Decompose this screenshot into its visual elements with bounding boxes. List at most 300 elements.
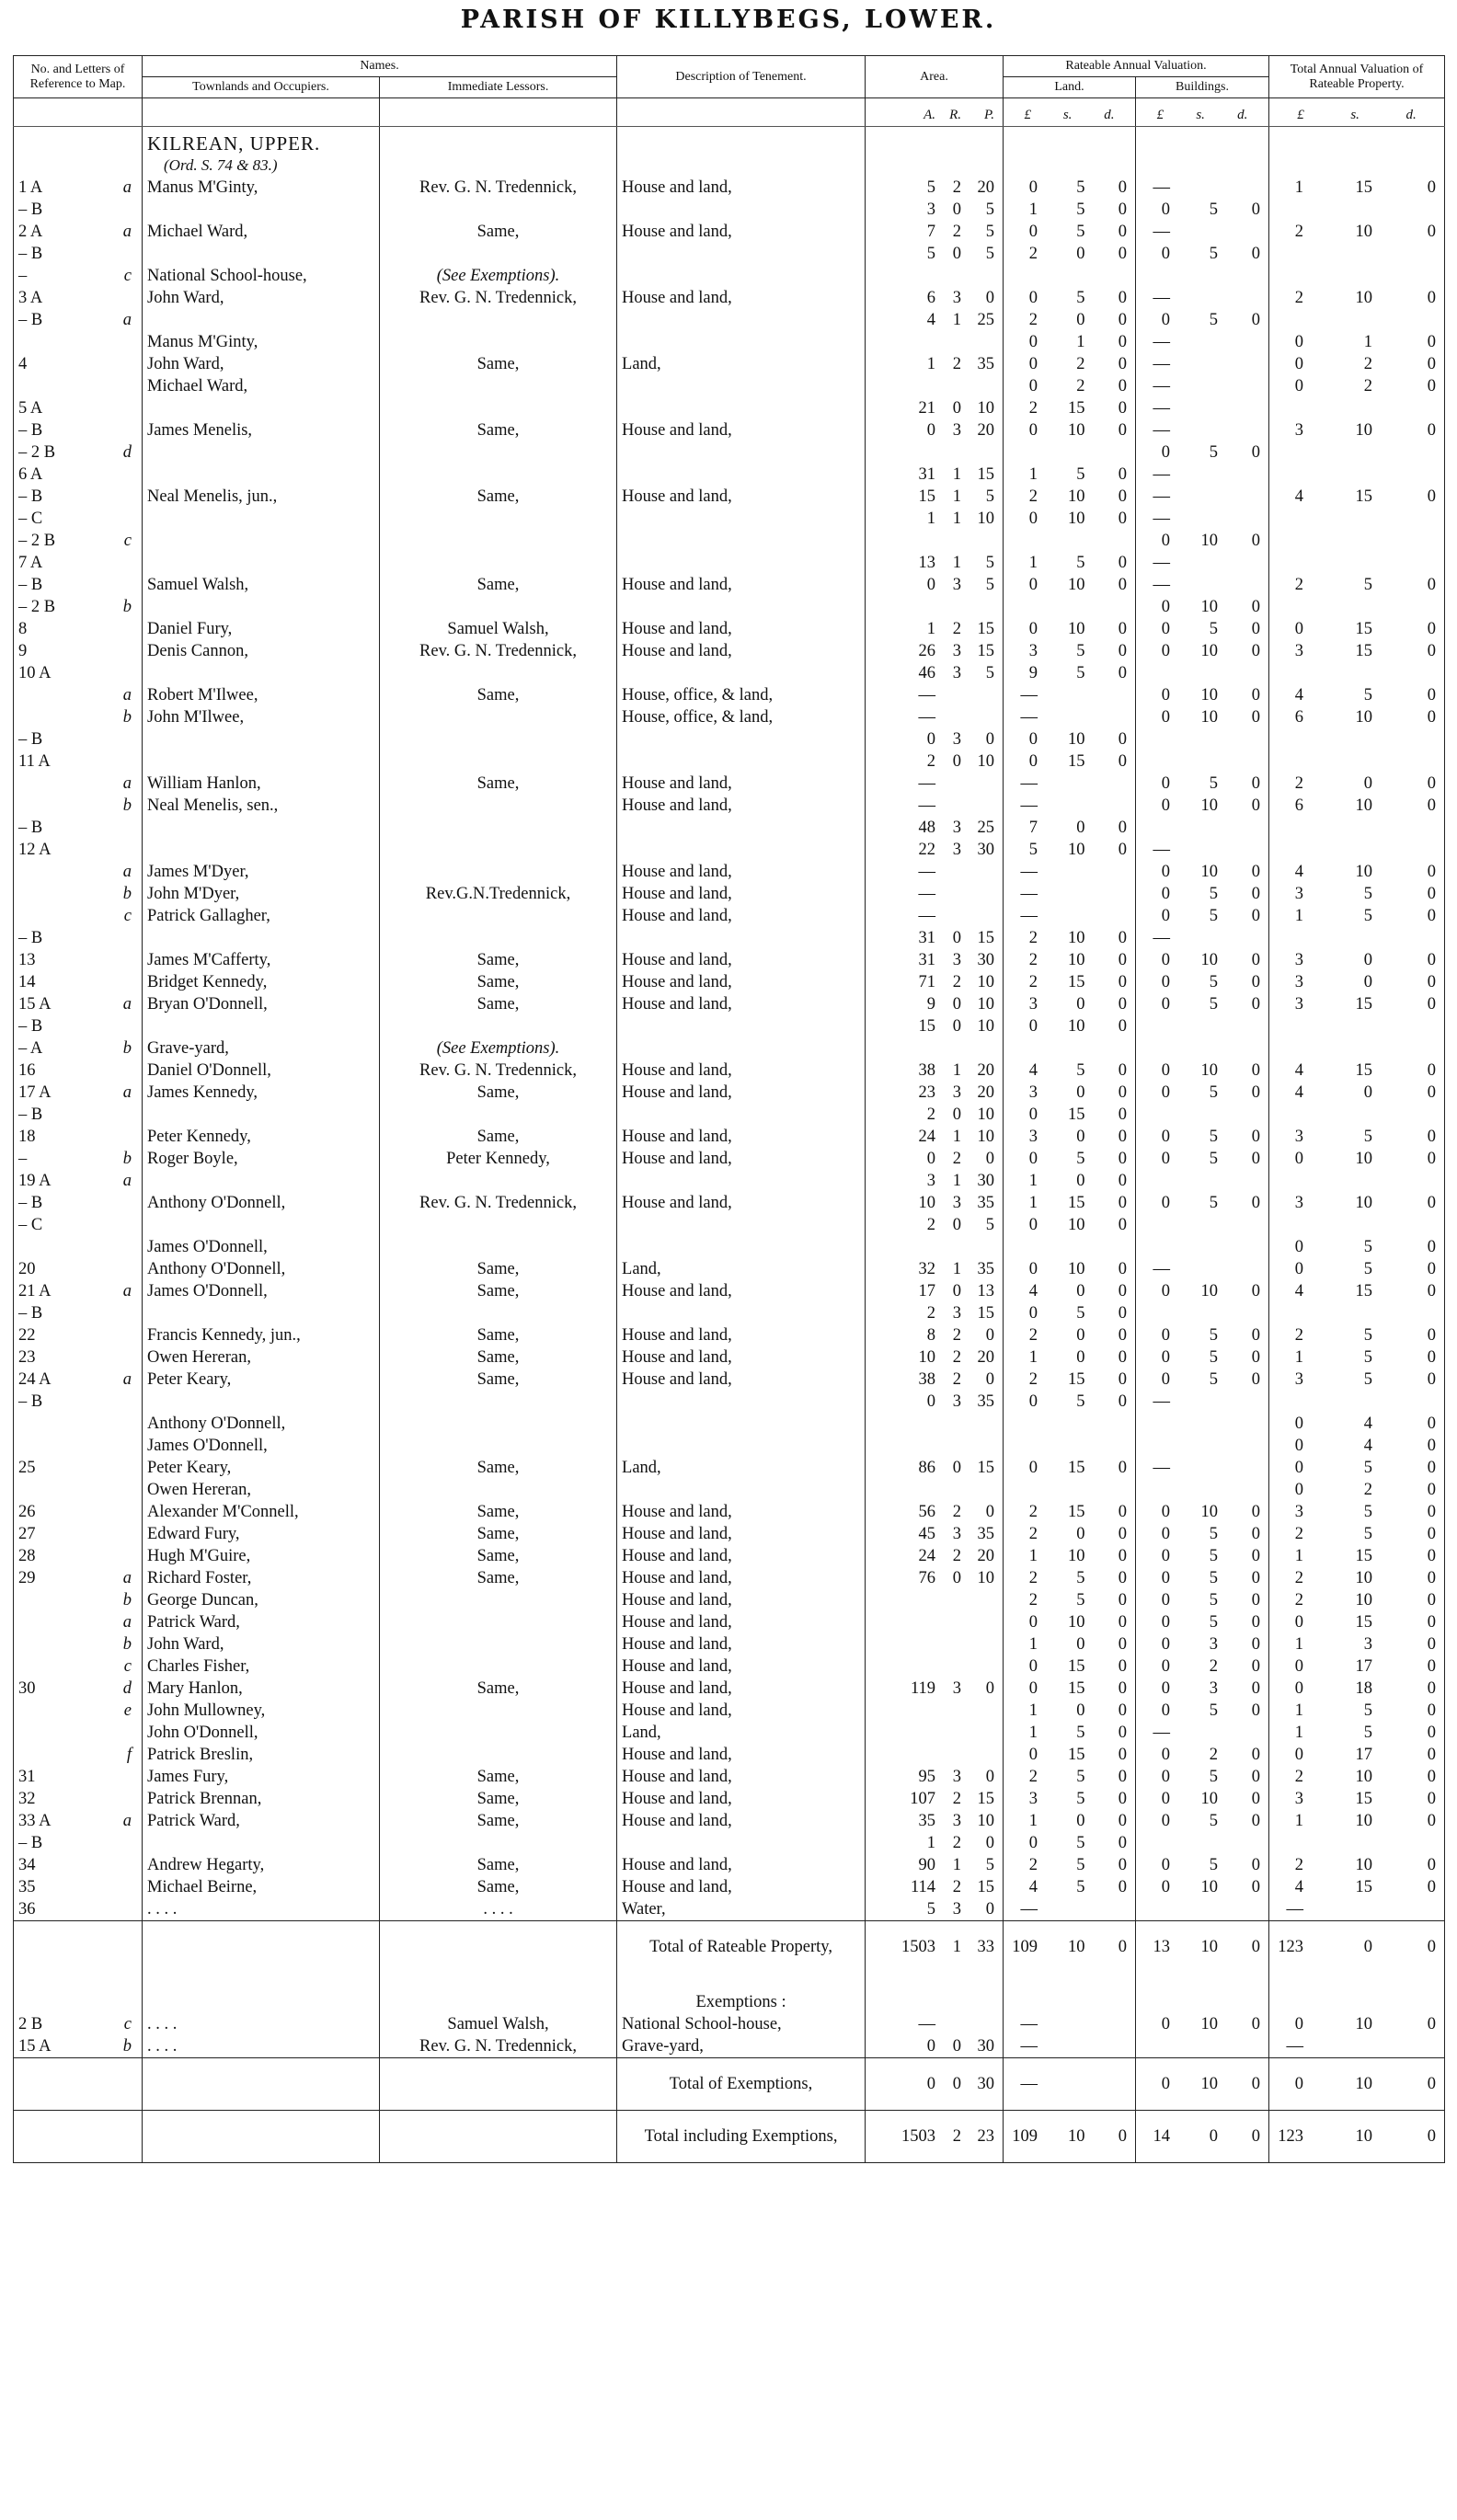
- area-value-part: 0: [985, 1679, 995, 1698]
- buildings-value-part: 0: [1161, 1547, 1171, 1565]
- total-value-part: 10: [1355, 708, 1373, 727]
- land-value-part: 5: [1076, 178, 1085, 197]
- total-value-part: 0: [1427, 1503, 1437, 1521]
- tenement-description: House and land,: [622, 1569, 732, 1587]
- land-value: [1008, 817, 1130, 839]
- ref-letter: [132, 1104, 137, 1126]
- land-value-part: 4: [1028, 1061, 1038, 1080]
- total-value-cell: [1269, 1700, 1445, 1722]
- lessor-cell: [380, 2013, 617, 2035]
- area-value-part: 15: [918, 1017, 936, 1036]
- lessor-cell: [380, 1192, 617, 1214]
- land-value: [1008, 1104, 1130, 1126]
- area-value: [870, 1015, 998, 1037]
- ref-number-label: – B: [18, 1834, 43, 1852]
- total-value-part: 2: [1363, 1481, 1373, 1499]
- tenement-description: Land,: [622, 355, 661, 373]
- total-exemptions-row: [14, 2058, 1445, 2111]
- occupier-cell: [143, 287, 380, 309]
- ref-number-label: 16: [18, 1061, 36, 1080]
- land-value-cell: [1004, 353, 1136, 375]
- buildings-value-part: 0: [1251, 1569, 1261, 1587]
- buildings-value-part: [1238, 331, 1260, 353]
- occupier-name: John Mullowney,: [147, 1701, 266, 1720]
- lessor-cell: [380, 1391, 617, 1413]
- total-value-part: 0: [1363, 774, 1373, 793]
- description-cell: [617, 640, 866, 662]
- lessor-cell: [380, 1324, 617, 1346]
- land-value-cell: [1004, 464, 1136, 486]
- total-value-part: 2: [1294, 1856, 1304, 1874]
- area-value: [870, 1898, 998, 1920]
- area-value-part: 31: [918, 465, 936, 484]
- table-row: [14, 1611, 1445, 1633]
- ref-cell: [14, 464, 143, 486]
- buildings-value-part: —: [1153, 377, 1171, 395]
- lessor-cell: [380, 265, 617, 287]
- total-value: [1274, 993, 1440, 1015]
- buildings-value-part: 0: [1251, 1812, 1261, 1830]
- buildings-value-part: —: [1153, 289, 1171, 307]
- area-value-part: 76: [918, 1569, 936, 1587]
- ref-letter: [132, 1391, 137, 1413]
- buildings-value: [1141, 1148, 1264, 1170]
- land-value-cell: [1004, 1832, 1136, 1854]
- area-value-part: 5: [985, 223, 995, 241]
- land-value: [1008, 221, 1130, 243]
- occupier-name: Peter Kennedy,: [147, 1128, 251, 1146]
- description-cell: [617, 728, 866, 750]
- empty-cell: [866, 1973, 1004, 2013]
- total-value-cell: [1269, 596, 1445, 618]
- buildings-value: [1141, 1567, 1264, 1589]
- buildings-value-part: 10: [1200, 1790, 1219, 1808]
- buildings-value: [1141, 2073, 1264, 2095]
- ref-number-label: – 2 B: [18, 532, 56, 550]
- total-value-cell: [1269, 1060, 1445, 1082]
- total-value-part: 10: [1355, 1856, 1373, 1874]
- total-value-cell: [1269, 375, 1445, 397]
- description-cell: [617, 265, 866, 287]
- area-value: [870, 1258, 998, 1280]
- land-value-part: 0: [1118, 1017, 1128, 1036]
- area-value-part: 38: [918, 1370, 936, 1389]
- buildings-value: [1141, 640, 1264, 662]
- total-value-part: 0: [1363, 951, 1373, 969]
- ref-number-label: 31: [18, 1768, 36, 1786]
- land-value-part: —: [1020, 774, 1038, 793]
- lessor-name: Same,: [476, 1856, 520, 1874]
- land-value-part: 0: [1118, 1194, 1128, 1212]
- area-value-part: 3: [952, 819, 962, 837]
- total-value-part: 2: [1294, 289, 1304, 307]
- buildings-value-part: —: [1153, 929, 1171, 947]
- land-value: [1008, 618, 1130, 640]
- buildings-value-part: [1238, 177, 1260, 199]
- total-value-cell: [1269, 530, 1445, 552]
- occupier-cell: [143, 1810, 380, 1832]
- buildings-value: [1141, 905, 1264, 927]
- buildings-value-part: 5: [1209, 1856, 1219, 1874]
- land-value: [1008, 1015, 1130, 1037]
- total-value-cell: [1269, 706, 1445, 728]
- land-value: [1008, 1501, 1130, 1523]
- total-value-part: 0: [1427, 1613, 1437, 1632]
- total-value-cell: [1269, 2035, 1445, 2058]
- description-cell: [617, 177, 866, 199]
- description-cell: [617, 309, 866, 331]
- total-value-part: 0: [1427, 2075, 1437, 2093]
- table-row: [14, 706, 1445, 728]
- land-value-cell: [1004, 1611, 1136, 1633]
- total-value-part: 1: [1294, 1635, 1304, 1654]
- occupier-cell: [143, 883, 380, 905]
- table-row: [14, 1082, 1445, 1104]
- land-value-cell: [1004, 441, 1136, 464]
- occupier-name: Patrick Gallagher,: [147, 907, 270, 925]
- occupier-cell: [143, 1611, 380, 1633]
- lessor-cell: [380, 1678, 617, 1700]
- buildings-value-part: 0: [1161, 1790, 1171, 1808]
- area-value: [870, 1369, 998, 1391]
- tenement-description: House and land,: [622, 178, 732, 197]
- occupier-name: Roger Boyle,: [147, 1150, 238, 1168]
- total-value-part: 4: [1363, 1415, 1373, 1433]
- buildings-value-cell: [1136, 1258, 1269, 1280]
- land-value-cell: [1004, 177, 1136, 199]
- area-value-part: 15: [977, 1878, 995, 1896]
- total-value: [1274, 949, 1440, 971]
- land-value-part: 15: [1068, 1459, 1085, 1477]
- area-value-part: 23: [918, 1083, 936, 1102]
- lessor-cell: [380, 464, 617, 486]
- land-value-part: 0: [1076, 311, 1085, 329]
- ref-number: [18, 1148, 137, 1170]
- ref-letter: c: [123, 907, 132, 925]
- table-row: [14, 221, 1445, 243]
- total-value: [1274, 1523, 1440, 1545]
- lessor-cell: [380, 1744, 617, 1766]
- total-value-cell: [1269, 1126, 1445, 1148]
- description-cell: [617, 1545, 866, 1567]
- table-row: [14, 353, 1445, 375]
- land-value-part: 0: [1028, 1679, 1038, 1698]
- land-value-cell: [1004, 750, 1136, 773]
- tenement-description: House and land,: [622, 973, 732, 991]
- table-row: [14, 1898, 1445, 1921]
- buildings-value-part: 10: [1200, 1061, 1219, 1080]
- total-value-cell: [1269, 353, 1445, 375]
- section-row: [14, 127, 1445, 178]
- total-value-part: 0: [1427, 1878, 1437, 1896]
- area-value-part: 3: [952, 1194, 962, 1212]
- ref-letter: b: [122, 598, 132, 616]
- total-value-part: 17: [1355, 1657, 1373, 1676]
- buildings-value: [1141, 1854, 1264, 1876]
- land-value-part: 2: [1028, 1370, 1038, 1389]
- occupier-name: James M'Dyer,: [147, 863, 249, 881]
- land-value: [1008, 684, 1130, 706]
- land-value-part: 5: [1076, 1768, 1085, 1786]
- area-value: [870, 1302, 998, 1324]
- description-cell: [617, 1655, 866, 1678]
- tenement-description: House and land,: [622, 1547, 732, 1565]
- buildings-value-part: 0: [1251, 796, 1261, 815]
- lessor-cell: [380, 750, 617, 773]
- table-row: [14, 1346, 1445, 1369]
- buildings-value-part: 0: [1161, 1282, 1171, 1300]
- table-row: [14, 861, 1445, 883]
- lessor-cell: [380, 1280, 617, 1302]
- ref-number-label: – 2 B: [18, 443, 56, 462]
- land-value-part: 0: [1118, 642, 1128, 660]
- land-value-part: —: [1020, 2015, 1038, 2033]
- ref-letter: a: [122, 1812, 132, 1830]
- land-value-cell: [1004, 596, 1136, 618]
- ref-cell: [14, 243, 143, 265]
- buildings-value-part: 0: [1251, 200, 1261, 219]
- total-value-cell: [1269, 1258, 1445, 1280]
- total-value-part: 0: [1427, 1348, 1437, 1367]
- land-value-cell: [1004, 1037, 1136, 1060]
- land-value-cell: [1004, 574, 1136, 596]
- lessor-name: Same,: [476, 355, 520, 373]
- buildings-value-cell: [1136, 839, 1269, 861]
- land-value-part: [1058, 2035, 1085, 2057]
- land-value-cell: [1004, 883, 1136, 905]
- units-row: [14, 98, 1445, 127]
- description-cell: [617, 1324, 866, 1346]
- area-value-cell: [866, 464, 1004, 486]
- tenement-description: House and land,: [622, 1348, 732, 1367]
- lessor-name: Same,: [476, 1348, 520, 1367]
- ref-cell: [14, 1302, 143, 1324]
- total-value-part: 4: [1294, 686, 1304, 704]
- total-value: [1274, 221, 1440, 243]
- lessor-name: Same,: [476, 576, 520, 594]
- buildings-value-part: 0: [1251, 311, 1261, 329]
- land-value-part: 0: [1076, 1282, 1085, 1300]
- total-value-cell: [1269, 397, 1445, 419]
- area-value: [870, 508, 998, 530]
- area-value: [870, 640, 998, 662]
- land-value: [1008, 905, 1130, 927]
- header-land: Land.: [1004, 77, 1136, 98]
- total-value-part: 2: [1294, 1569, 1304, 1587]
- land-value-cell: [1004, 1545, 1136, 1567]
- ref-number-label: 26: [18, 1503, 36, 1521]
- area-value-part: 1: [952, 1061, 962, 1080]
- lessor-cell: [380, 530, 617, 552]
- land-value-part: 0: [1076, 1635, 1085, 1654]
- total-value-part: [1345, 2035, 1372, 2057]
- buildings-value: [1141, 949, 1264, 971]
- land-value-part: 10: [1068, 2127, 1085, 2146]
- total-value-part: 0: [1427, 1459, 1437, 1477]
- buildings-value-part: 0: [1251, 443, 1261, 462]
- land-value-part: 0: [1118, 1938, 1128, 1956]
- buildings-value-cell: [1136, 221, 1269, 243]
- ref-number: [18, 486, 137, 508]
- area-value-part: 0: [952, 1017, 962, 1036]
- buildings-value-cell: [1136, 1589, 1269, 1611]
- area-value-part: 90: [918, 1856, 936, 1874]
- area-value-part: 5: [985, 245, 995, 263]
- area-value-cell: [866, 750, 1004, 773]
- lessor-cell: [380, 795, 617, 817]
- land-value: [1008, 2125, 1130, 2148]
- total-value-cell: [1269, 1479, 1445, 1501]
- occupier-cell: [143, 1921, 380, 1974]
- land-value-cell: [1004, 1700, 1136, 1722]
- table-row: [14, 640, 1445, 662]
- total-value-part: 10: [1355, 223, 1373, 241]
- ref-cell: [14, 309, 143, 331]
- tenement-description: House and land,: [622, 1282, 732, 1300]
- land-value-cell: [1004, 1921, 1136, 1974]
- occupier-cell: [143, 2111, 380, 2163]
- occupier-cell: [143, 1567, 380, 1589]
- ref-number: [18, 1854, 137, 1876]
- table-row: [14, 1060, 1445, 1082]
- total-value-part: 0: [1427, 708, 1437, 727]
- land-value-part: 0: [1118, 1083, 1128, 1102]
- land-value-part: 0: [1118, 1856, 1128, 1874]
- area-value: [870, 1501, 998, 1523]
- ref-cell: [14, 1479, 143, 1501]
- area-value-part: 0: [952, 200, 962, 219]
- area-value: [870, 397, 998, 419]
- total-label: Total of Exemptions,: [669, 2075, 813, 2093]
- ref-number-label: 29: [18, 1569, 36, 1587]
- buildings-value-cell: [1136, 2035, 1269, 2058]
- ref-letter: [132, 1854, 137, 1876]
- tenement-description: House and land,: [622, 1768, 732, 1786]
- buildings-value-part: 5: [1209, 1613, 1219, 1632]
- total-value-cell: [1269, 1236, 1445, 1258]
- tenement-description: House and land,: [622, 487, 732, 506]
- buildings-value: [1141, 530, 1264, 552]
- ref-cell: [14, 1148, 143, 1170]
- area-value-cell: [866, 552, 1004, 574]
- total-value-part: 0: [1427, 1437, 1437, 1455]
- total-value-cell: [1269, 773, 1445, 795]
- description-cell: [617, 750, 866, 773]
- land-value: [1008, 1148, 1130, 1170]
- buildings-value: [1141, 1060, 1264, 1082]
- ref-number: [18, 1457, 137, 1479]
- area-value-part: 4: [926, 311, 936, 329]
- area-value-cell: [866, 1236, 1004, 1258]
- occupier-cell: [143, 1435, 380, 1457]
- occupier-name: John Ward,: [147, 1635, 224, 1654]
- buildings-value-part: [1190, 375, 1218, 397]
- land-value-part: 2: [1076, 355, 1085, 373]
- buildings-value-part: 0: [1161, 1569, 1171, 1587]
- total-value: [1274, 1192, 1440, 1214]
- total-value-cell: [1269, 1921, 1445, 1974]
- total-value-cell: [1269, 287, 1445, 309]
- buildings-value-part: 5: [1209, 443, 1219, 462]
- land-value-part: 5: [1076, 200, 1085, 219]
- area-value: [870, 2073, 998, 2095]
- occupier-name: Daniel Fury,: [147, 620, 233, 638]
- total-value-cell: [1269, 971, 1445, 993]
- ref-number-label: – C: [18, 1216, 43, 1234]
- land-value-part: 1: [1028, 1348, 1038, 1367]
- area-value-part: 35: [918, 1812, 936, 1830]
- area-value-part: 1: [952, 510, 962, 528]
- ref-number-label: 18: [18, 1128, 36, 1146]
- area-value-cell: [866, 1192, 1004, 1214]
- buildings-value: [1141, 221, 1264, 243]
- description-cell: [617, 817, 866, 839]
- ref-number: [18, 1876, 137, 1898]
- area-value-cell: [866, 265, 1004, 287]
- lessor-cell: [380, 817, 617, 839]
- ref-cell: [14, 1214, 143, 1236]
- ref-cell: [14, 1523, 143, 1545]
- ref-number: [18, 2035, 137, 2057]
- land-value-cell: [1004, 397, 1136, 419]
- buildings-value-part: 14: [1153, 2127, 1171, 2146]
- buildings-value: [1141, 1876, 1264, 1898]
- ref-number-label: – B: [18, 929, 43, 947]
- ref-number: [18, 1391, 137, 1413]
- area-value-part: 5: [926, 1900, 936, 1919]
- buildings-value-part: [1238, 927, 1260, 949]
- table-row: [14, 1523, 1445, 1545]
- ref-number-label: – B: [18, 1304, 43, 1323]
- lessor-cell: [380, 662, 617, 684]
- ref-letter: b: [122, 885, 132, 903]
- buildings-value-part: 0: [1251, 1370, 1261, 1389]
- table-row: [14, 1192, 1445, 1214]
- buildings-value-part: —: [1153, 1724, 1171, 1742]
- table-row: [14, 1236, 1445, 1258]
- occupier-cell: [143, 949, 380, 971]
- buildings-value-part: [1238, 508, 1260, 530]
- land-value-cell: [1004, 927, 1136, 949]
- area-value-cell: [866, 971, 1004, 993]
- ref-number: [18, 684, 137, 706]
- area-value-part: 0: [952, 399, 962, 418]
- area-value-part: 15: [977, 1304, 995, 1323]
- occupier-cell: [143, 927, 380, 949]
- empty-cell: [1269, 1973, 1445, 2013]
- ref-number: [18, 1126, 137, 1148]
- total-value-part: 4: [1294, 487, 1304, 506]
- total-value-part: [1414, 1898, 1436, 1920]
- tenement-description: House and land,: [622, 1701, 732, 1720]
- total-value-part: 3: [1294, 1790, 1304, 1808]
- buildings-value-cell: [1136, 419, 1269, 441]
- area-value: [870, 1567, 998, 1589]
- land-value-part: —: [1020, 686, 1038, 704]
- land-value-cell: [1004, 552, 1136, 574]
- land-value-part: 0: [1028, 730, 1038, 749]
- occupier-cell: [143, 2058, 380, 2111]
- area-value-part: 2: [952, 1370, 962, 1389]
- total-value-cell: [1269, 1391, 1445, 1413]
- description-cell: [617, 1876, 866, 1898]
- ref-number: [18, 1015, 137, 1037]
- land-value-part: 0: [1118, 995, 1128, 1014]
- land-value-cell: [1004, 2013, 1136, 2035]
- table-row: [14, 1413, 1445, 1435]
- land-value-part: 0: [1028, 510, 1038, 528]
- land-value-cell: [1004, 2058, 1136, 2111]
